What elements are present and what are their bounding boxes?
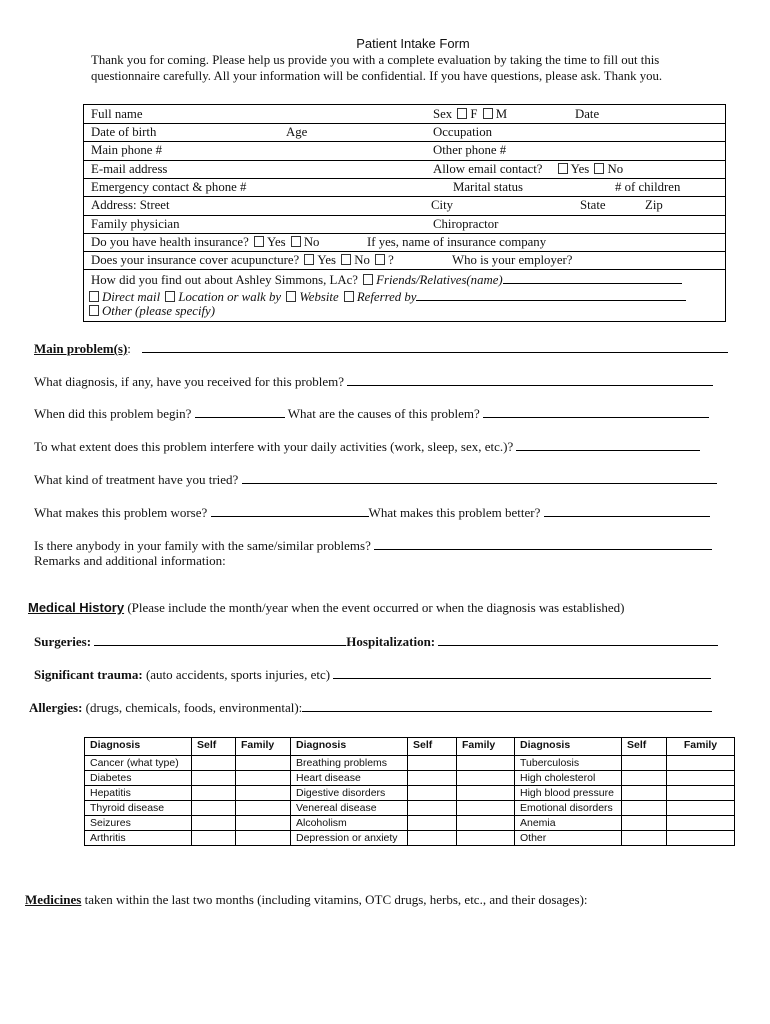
allergies-note: (drugs, chemicals, foods, environmental):: [85, 700, 303, 715]
sex-f-checkbox[interactable]: [457, 108, 467, 119]
other-referral-checkbox[interactable]: [89, 305, 99, 316]
health-insurance-no-label: No: [303, 235, 320, 249]
family-similar-question: [34, 537, 712, 554]
table-header: Self: [192, 738, 236, 756]
diagnosis-cell: Alcoholism: [291, 816, 408, 831]
family-cell[interactable]: [236, 756, 291, 771]
treatment-line[interactable]: [242, 471, 717, 484]
diagnosis-cell: Venereal disease: [291, 801, 408, 816]
occupation-field[interactable]: Occupation: [433, 125, 492, 139]
self-cell[interactable]: [408, 801, 457, 816]
family-similar-label: Is there anybody in your family with the same/similar problems?: [34, 538, 371, 553]
main-problem-label: Main problem(s): [34, 341, 128, 356]
other-referral: [87, 304, 215, 319]
table-header: Diagnosis: [515, 738, 622, 756]
referred-label: Referred by: [356, 290, 417, 304]
remarks-label: Remarks and additional information:: [34, 553, 226, 568]
self-cell[interactable]: [622, 801, 667, 816]
diagnosis-cell: Other: [515, 831, 622, 846]
diagnosis-question: [34, 373, 713, 390]
self-cell[interactable]: [192, 756, 236, 771]
intro-text: Thank you for coming. Please help us provide you with a complete evaluation by taking the time to fill out this questionnaire carefully. All your information will be confidential. If you have questions, please ask. Thank you.: [91, 53, 663, 83]
interfere-label: To what extent does this problem interfere with your daily activities (work, sleep, sex, etc.)?: [34, 439, 514, 454]
family-cell[interactable]: [236, 771, 291, 786]
diagnosis-line[interactable]: [347, 373, 713, 386]
trauma-line[interactable]: [333, 666, 711, 679]
interfere-question: [34, 438, 700, 455]
dob-field[interactable]: Date of birth: [91, 125, 157, 139]
self-cell[interactable]: [408, 771, 457, 786]
family-cell[interactable]: [457, 771, 515, 786]
causes-line[interactable]: [483, 405, 709, 418]
self-cell[interactable]: [192, 786, 236, 801]
diagnosis-cell: High cholesterol: [515, 771, 622, 786]
marital-status-field[interactable]: Marital status: [453, 180, 524, 194]
sex-f-label: F: [470, 107, 478, 121]
website-label: Website: [299, 290, 339, 304]
self-cell[interactable]: [622, 816, 667, 831]
date-field[interactable]: Date: [575, 107, 600, 121]
surgeries-hospitalization: [34, 633, 718, 650]
family-cell[interactable]: [667, 786, 735, 801]
self-cell[interactable]: [622, 771, 667, 786]
trauma-note: (auto accidents, sports injuries, etc): [145, 667, 331, 682]
self-cell[interactable]: [192, 816, 236, 831]
acupuncture-no-checkbox[interactable]: [341, 254, 351, 265]
diagnosis-cell: Cancer (what type): [85, 756, 192, 771]
diagnosis-table: [84, 737, 735, 846]
diagnosis-cell: Emotional disorders: [515, 801, 622, 816]
main-problem-line[interactable]: [142, 340, 728, 353]
email-field[interactable]: E-mail address: [91, 162, 168, 176]
family-cell[interactable]: [236, 801, 291, 816]
health-insurance-label: Do you have health insurance?: [91, 235, 249, 249]
treatment-question: [34, 471, 717, 488]
medical-history-note: (Please include the month/year when the event occurred or when the diagnosis was established): [127, 600, 625, 615]
table-header-row: [85, 738, 735, 756]
family-physician-field[interactable]: Family physician: [91, 217, 180, 231]
health-insurance-question: [91, 235, 319, 250]
allow-email-no-label: No: [607, 162, 624, 176]
employer-field[interactable]: Who is your employer?: [452, 253, 573, 267]
acupuncture-yes-checkbox[interactable]: [304, 254, 314, 265]
health-insurance-yes-checkbox[interactable]: [254, 236, 264, 247]
self-cell[interactable]: [622, 756, 667, 771]
family-cell[interactable]: [236, 816, 291, 831]
better-line[interactable]: [544, 504, 710, 517]
allergies-question: [29, 699, 712, 716]
allow-email-yes-label: Yes: [570, 162, 590, 176]
self-cell[interactable]: [192, 801, 236, 816]
table-header: Family: [236, 738, 291, 756]
medicines-note: taken within the last two months (including vitamins, OTC drugs, herbs, etc., and their dosages):: [84, 892, 588, 907]
main-phone-field[interactable]: Main phone #: [91, 143, 163, 157]
diagnosis-cell: Anemia: [515, 816, 622, 831]
table-header: Self: [408, 738, 457, 756]
diagnosis-cell: Seizures: [85, 816, 192, 831]
table-row: [85, 831, 735, 846]
hospitalization-label: Hospitalization:: [346, 634, 436, 649]
interfere-line[interactable]: [516, 438, 700, 451]
diagnosis-cell: High blood pressure: [515, 786, 622, 801]
health-insurance-no-checkbox[interactable]: [291, 236, 301, 247]
sex-m-label: M: [495, 107, 508, 121]
family-cell[interactable]: [457, 756, 515, 771]
family-cell[interactable]: [236, 786, 291, 801]
allow-email-yes-checkbox[interactable]: [558, 163, 568, 174]
allergies-line[interactable]: [302, 699, 712, 712]
children-field[interactable]: # of children: [615, 180, 681, 194]
chiropractor-field[interactable]: Chiropractor: [433, 217, 499, 231]
other-phone-field[interactable]: Other phone #: [433, 143, 507, 157]
diagnosis-cell: Digestive disorders: [291, 786, 408, 801]
table-row: [85, 786, 735, 801]
begin-line[interactable]: [195, 405, 285, 418]
family-similar-line[interactable]: [374, 537, 712, 550]
worse-label: What makes this problem worse?: [34, 505, 208, 520]
city-field[interactable]: City: [431, 198, 454, 212]
table-row: [85, 816, 735, 831]
family-cell[interactable]: [667, 756, 735, 771]
allow-email-label: Allow email contact?: [433, 162, 543, 176]
allow-email-no-checkbox[interactable]: [594, 163, 604, 174]
self-cell[interactable]: [408, 756, 457, 771]
family-cell[interactable]: [667, 801, 735, 816]
referral-question: [91, 271, 682, 288]
trauma-label: Significant trauma:: [34, 667, 143, 682]
table-row: [85, 771, 735, 786]
self-cell[interactable]: [622, 786, 667, 801]
family-cell[interactable]: [236, 831, 291, 846]
family-cell[interactable]: [667, 831, 735, 846]
diagnosis-cell: Tuberculosis: [515, 756, 622, 771]
medicines-question: [25, 892, 588, 908]
friends-label: Friends/Relatives(name): [376, 273, 503, 287]
main-problem-question: [34, 340, 728, 357]
friends-checkbox[interactable]: [363, 274, 373, 285]
location-checkbox[interactable]: [165, 291, 175, 302]
diagnosis-cell: Diabetes: [85, 771, 192, 786]
surgeries-label: Surgeries:: [34, 634, 92, 649]
hospitalization-line[interactable]: [438, 633, 718, 646]
zip-field[interactable]: Zip: [645, 198, 663, 212]
form-title: Patient Intake Form: [356, 36, 470, 51]
diagnosis-cell: Heart disease: [291, 771, 408, 786]
family-cell[interactable]: [457, 786, 515, 801]
medical-history-heading: [28, 600, 624, 616]
insurance-company-field[interactable]: If yes, name of insurance company: [367, 235, 547, 249]
street-field[interactable]: Address: Street: [91, 198, 170, 212]
self-cell[interactable]: [622, 831, 667, 846]
health-insurance-yes-label: Yes: [266, 235, 286, 249]
table-header: Self: [622, 738, 667, 756]
acupuncture-label: Does your insurance cover acupuncture?: [91, 253, 300, 267]
acupuncture-question: [91, 253, 394, 268]
acupuncture-yes-label: Yes: [317, 253, 337, 267]
sex-m-checkbox[interactable]: [483, 108, 493, 119]
acupuncture-no-label: No: [354, 253, 370, 267]
treatment-label: What kind of treatment have you tried?: [34, 472, 239, 487]
surgeries-line[interactable]: [94, 633, 346, 646]
causes-label: What are the causes of this problem?: [287, 406, 480, 421]
table-row: [85, 756, 735, 771]
table-row: [85, 801, 735, 816]
family-cell[interactable]: [457, 816, 515, 831]
patient-info-box: [83, 104, 726, 322]
acupuncture-unsure-label: ?: [388, 253, 394, 267]
emergency-contact-field[interactable]: Emergency contact & phone #: [91, 180, 247, 194]
self-cell[interactable]: [408, 816, 457, 831]
family-cell[interactable]: [457, 831, 515, 846]
self-cell[interactable]: [192, 831, 236, 846]
allow-email-field: [433, 162, 623, 177]
sex-field[interactable]: [433, 107, 507, 122]
acupuncture-unsure-checkbox[interactable]: [375, 254, 385, 265]
location-label: Location or walk by: [178, 290, 282, 304]
direct-mail-checkbox[interactable]: [89, 291, 99, 302]
referred-name-line[interactable]: [416, 288, 686, 301]
diagnosis-cell: Arthritis: [85, 831, 192, 846]
sex-label: Sex: [433, 107, 453, 121]
state-field[interactable]: State: [580, 198, 606, 212]
diagnosis-label: What diagnosis, if any, have you received for this problem?: [34, 374, 344, 389]
self-cell[interactable]: [192, 771, 236, 786]
website-checkbox[interactable]: [286, 291, 296, 302]
full-name-field[interactable]: Full name: [91, 107, 143, 121]
main-problem-colon: :: [127, 341, 131, 356]
referral-options: [87, 288, 686, 305]
table-header: Diagnosis: [85, 738, 192, 756]
referred-checkbox[interactable]: [344, 291, 354, 302]
friends-name-line[interactable]: [503, 271, 682, 284]
family-cell[interactable]: [667, 771, 735, 786]
diagnosis-cell: Breathing problems: [291, 756, 408, 771]
other-referral-label: Other (please specify): [102, 304, 215, 318]
self-cell[interactable]: [408, 786, 457, 801]
referral-label: How did you find out about Ashley Simmons, LAc?: [91, 273, 358, 287]
table-header: Diagnosis: [291, 738, 408, 756]
self-cell[interactable]: [408, 831, 457, 846]
begin-label: When did this problem begin?: [34, 406, 192, 421]
trauma-question: [34, 666, 711, 683]
worse-better-question: [34, 504, 710, 521]
better-label: What makes this problem better?: [368, 505, 541, 520]
age-field[interactable]: Age: [286, 125, 308, 139]
allergies-label: Allergies:: [29, 700, 83, 715]
worse-line[interactable]: [211, 504, 369, 517]
begin-causes-question: [34, 405, 709, 422]
table-header: Family: [667, 738, 735, 756]
direct-mail-label: Direct mail: [102, 290, 161, 304]
diagnosis-cell: Depression or anxiety: [291, 831, 408, 846]
family-cell[interactable]: [667, 816, 735, 831]
medicines-label: Medicines: [25, 892, 82, 907]
medical-history-title: Medical History: [28, 600, 125, 615]
family-cell[interactable]: [457, 801, 515, 816]
diagnosis-cell: Thyroid disease: [85, 801, 192, 816]
table-header: Family: [457, 738, 515, 756]
diagnosis-cell: Hepatitis: [85, 786, 192, 801]
